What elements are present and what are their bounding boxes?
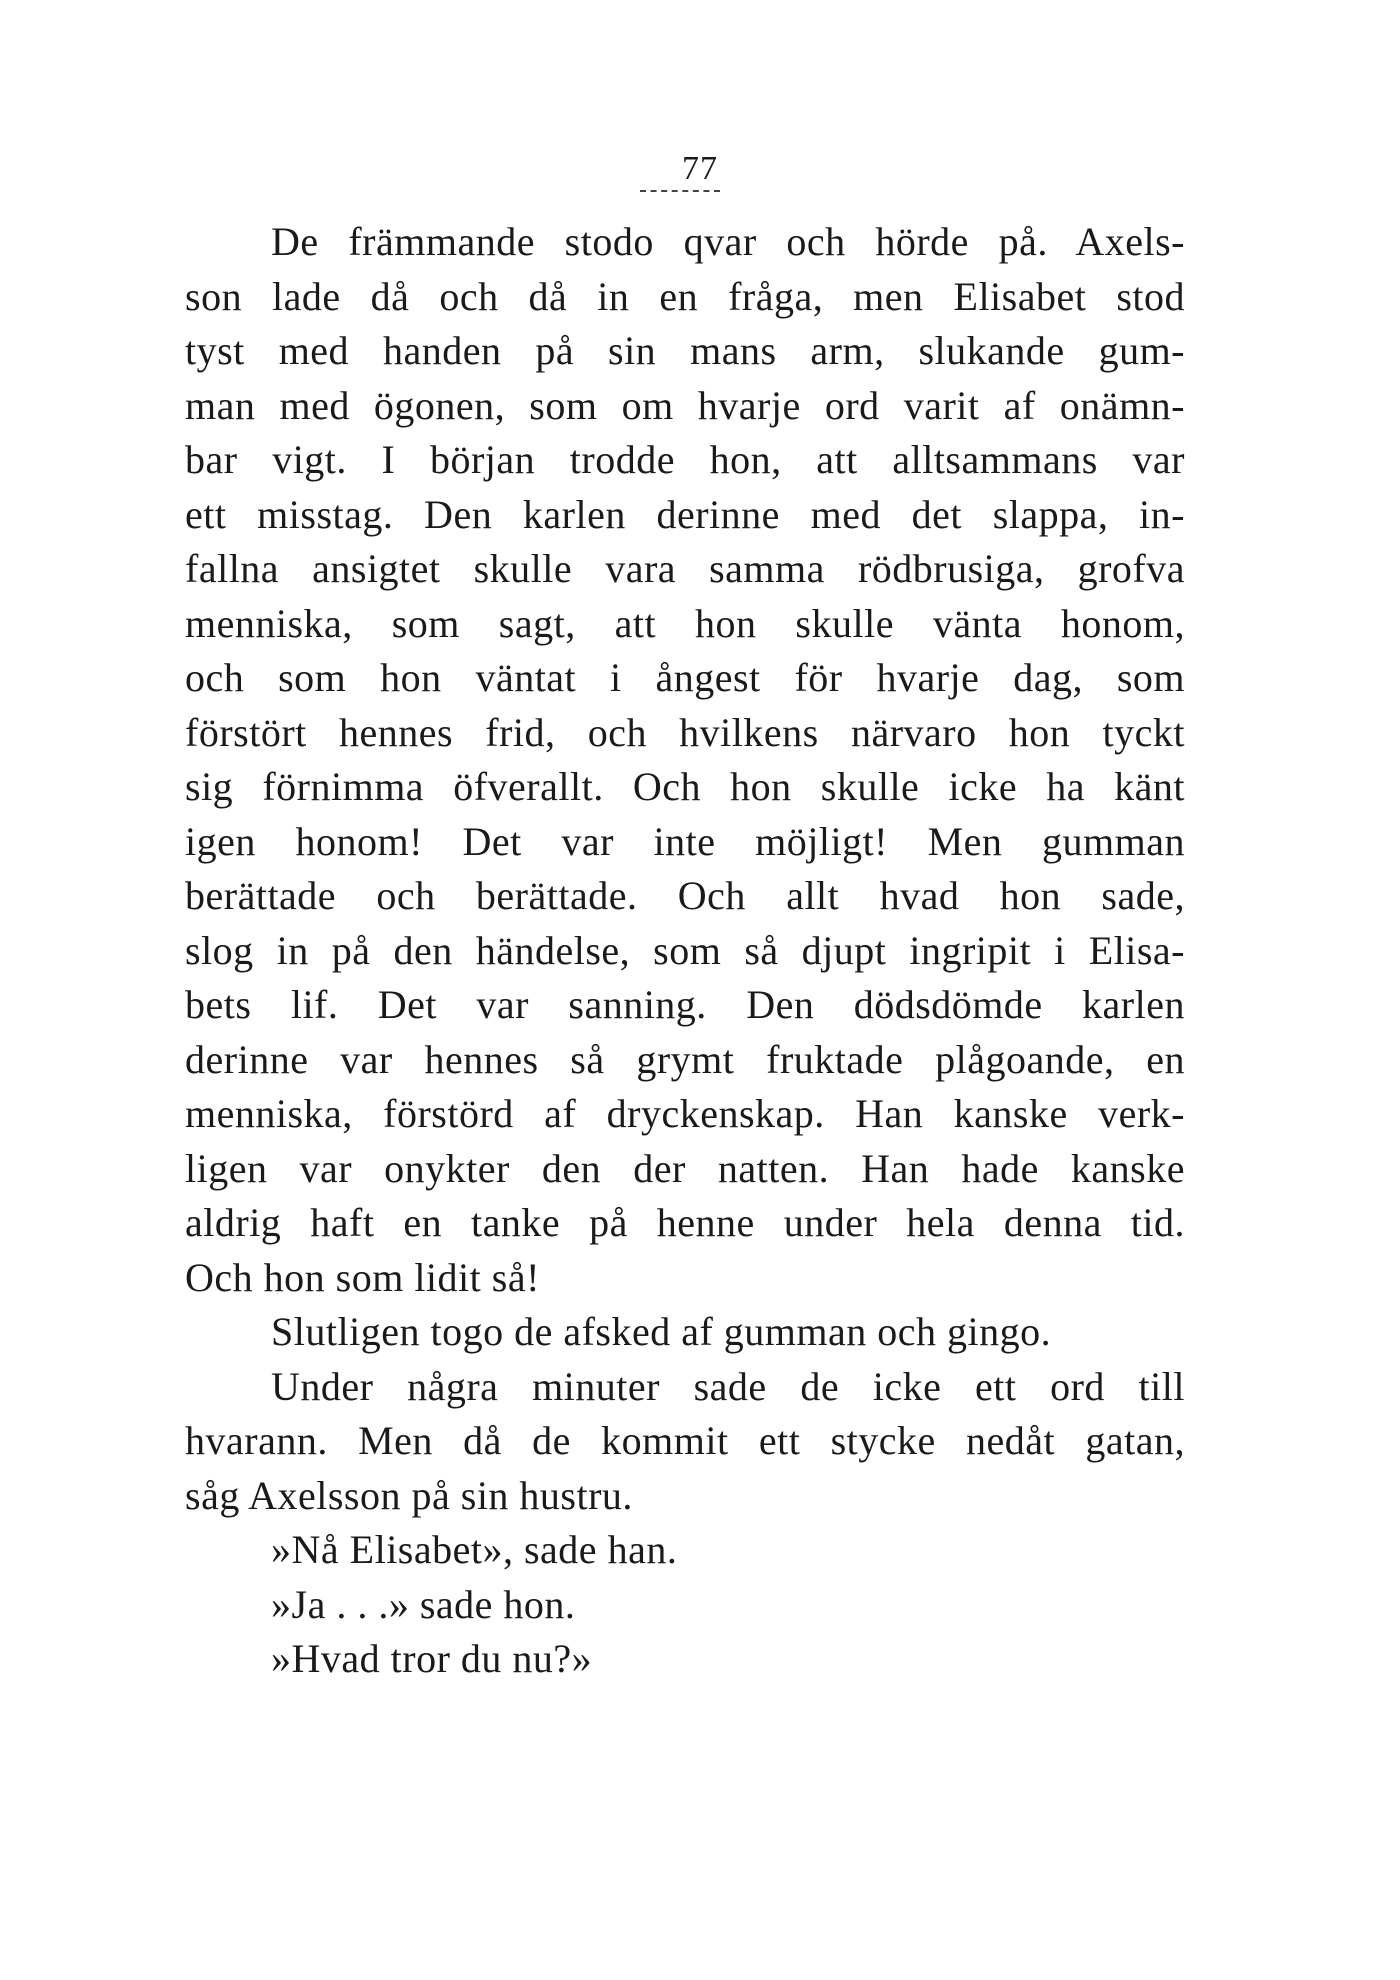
text-line: son lade då och då in en fråga, men Elisabet stod (185, 273, 1185, 319)
text-line: sig förnimma öfverallt. Och hon skulle icke ha känt (185, 764, 1185, 809)
text-line: »Nå Elisabet», sade han. (271, 1527, 678, 1572)
dialogue-line (185, 1632, 1185, 1687)
text-line: hvarann. Men då de kommit ett stycke nedåt gatan, (185, 1418, 1185, 1463)
text-line: Och hon som lidit så! (185, 1254, 540, 1300)
text-line: bar vigt. I början trodde hon, att alltsammans var (185, 437, 1185, 482)
paragraph (185, 1360, 1185, 1524)
text-line: menniska, som sagt, att hon skulle vänta honom, (185, 600, 1185, 646)
paragraph (185, 1305, 1185, 1360)
page-number-rule (640, 190, 720, 192)
text-line: tyst med handen på sin mans arm, slukande gum- (185, 328, 1185, 373)
text-line: De främmande stodo qvar och hörde på. Axels- (271, 219, 1185, 264)
text-line: såg Axelsson på sin hustru. (185, 1472, 633, 1518)
body-text (185, 215, 1185, 1687)
dialogue-line (185, 1578, 1185, 1633)
text-line: aldrig haft en tanke på henne under hela denna tid. (185, 1200, 1185, 1245)
text-line: fallna ansigtet skulle vara samma rödbrusiga, grofva (185, 546, 1185, 591)
text-line: derinne var hennes så grymt fruktade plågoande, en (185, 1036, 1185, 1082)
text-line: slog in på den händelse, som så djupt ingripit i Elisa- (185, 927, 1185, 973)
dialogue-line (185, 1523, 1185, 1578)
text-line: Slutligen togo de afsked af gumman och gingo. (271, 1309, 1052, 1354)
text-line: »Ja . . .» sade hon. (271, 1581, 576, 1627)
text-line: berättade och berättade. Och allt hvad hon sade, (185, 873, 1185, 918)
text-line: och som hon väntat i ångest för hvarje dag, som (185, 655, 1185, 700)
text-line: Under några minuter sade de icke ett ord till (271, 1363, 1185, 1409)
text-line: menniska, förstörd af dryckenskap. Han kanske verk- (185, 1091, 1185, 1136)
text-line: bets lif. Det var sanning. Den dödsdömde karlen (185, 982, 1185, 1027)
text-line: man med ögonen, som om hvarje ord varit af onämn- (185, 382, 1185, 428)
paragraph (185, 215, 1185, 1305)
text-line: »Hvad tror du nu?» (271, 1636, 593, 1681)
text-line: igen honom! Det var inte möjligt! Men gumman (185, 818, 1185, 864)
text-line: förstört hennes frid, och hvilkens närvaro hon tyckt (185, 709, 1185, 755)
page-number: 77 (682, 150, 718, 187)
text-line: ett misstag. Den karlen derinne med det slappa, in- (185, 491, 1185, 537)
text-line: ligen var onykter den der natten. Han hade kanske (185, 1145, 1185, 1191)
